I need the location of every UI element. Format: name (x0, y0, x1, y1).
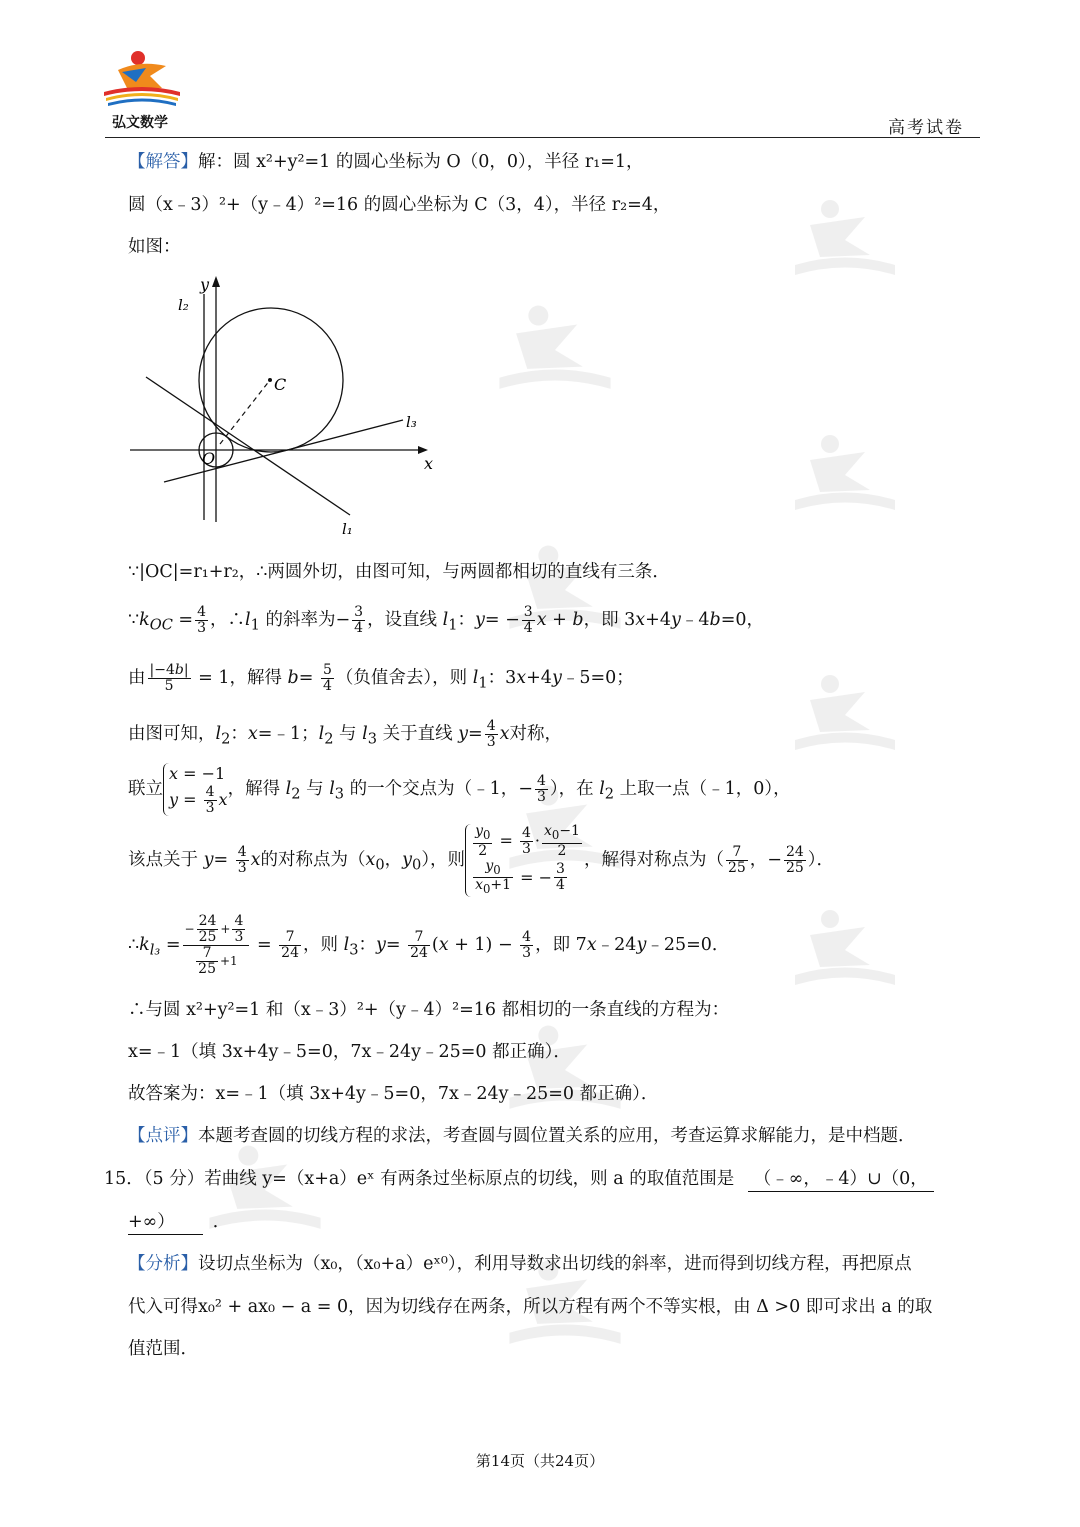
answer-blank-1: （﹣∞，﹣4）∪（0， (748, 1167, 934, 1192)
watermark-logo (490, 300, 620, 400)
brand-name: 弘文数学 (112, 115, 168, 131)
comment-text: 本题考查圆的切线方程的求法，考查圆与圆位置关系的应用，考查运算求解能力，是中档题． (198, 1126, 916, 1146)
page-footer: 第14页（共24页） (475, 1452, 605, 1470)
solution-tag: 【解答】 (128, 152, 198, 172)
watermark-logo (790, 670, 900, 760)
segment-oc (220, 380, 270, 444)
analysis-tag: 【分析】 (128, 1254, 198, 1274)
solution-text-1: 解：圆 x²+y²=1 的圆心坐标为 O（0，0），半径 r₁=1， (198, 152, 644, 172)
analysis-line-1 (128, 1252, 912, 1276)
solution-line-2: 圆（x﹣3）²+（y﹣4）²=16 的圆心坐标为 C（3，4），半径 r₂=4， (128, 195, 671, 215)
solution-line-k3: $\therefore k_{l_3}$ = − $\frac{24}{25}$ + $\frac{4}{3}$ $\frac{7}{25}$ +1 = $\frac{7}{24}$ ，则 $l_3$：y= $\frac{7}{24}$ (x + 1) − $\frac{4}{3}$ ，即 7x﹣24y﹣25=0． (128, 913, 730, 977)
y-axis-arrow (212, 276, 220, 287)
solution-line-12: ∴与圆 x²+y²=1 和（x﹣3）²+（y﹣4）²=16 都相切的一条直线的方程为： (128, 1000, 730, 1020)
solution-line-3: 如图： (128, 237, 181, 257)
question-15 (104, 1167, 934, 1192)
comment-line (128, 1124, 916, 1148)
solution-line-l2l3: 由图可知，$l_2$：x=﹣1；$l_2$ 与 $l_3$ 关于直线 y= $\frac{4}{3}$ x对称， (128, 718, 562, 750)
analysis-line-2: 代入可得x₀² + ax₀ − a = 0，因为切线存在两条，所以方程有两个不等实根，由 Δ >0 即可求出 a 的取 (128, 1297, 933, 1317)
line-l1 (146, 377, 350, 515)
geometry-figure (128, 272, 448, 542)
analysis-line-3: 值范围． (128, 1339, 198, 1359)
solution-line-13: x=﹣1（填 3x+4y﹣5=0，7x﹣24y﹣25=0 都正确）． (128, 1042, 571, 1062)
comment-tag: 【点评】 (128, 1126, 198, 1146)
solution-line-b: 由 $\frac{|-4b|}{5}$ = 1，解得 b= $\frac{5}{4}$ （负值舍去），则 $l_1$：3x+4y﹣5=0； (128, 662, 634, 694)
question-text: 若曲线 y=（x+a）eˣ 有两条过坐标原点的切线，则 a 的取值范围是 (204, 1169, 735, 1189)
x-axis-arrow (418, 446, 428, 454)
solution-line-system: 联立x = −1 y = $\frac{4}{3}$ x，解得 $l_2$ 与 $l_3$ 的一个交点为（﹣1，− $\frac{4}{3}$ ），在 $l_2$ 上取一点（﹣1，0）， (128, 764, 791, 816)
solution-line-4: ∵|OC|=r₁+r₂，∴两圆外切，由图可知，与两圆都相切的直线有三条． (128, 562, 670, 582)
point-c (268, 378, 272, 382)
question-number: 15． (104, 1169, 144, 1189)
label-o: O (202, 449, 216, 468)
solution-line-14: 故答案为：x=﹣1（填 3x+4y﹣5=0，7x﹣24y﹣25=0 都正确）． (128, 1084, 659, 1104)
label-l1: l₁ (342, 520, 353, 538)
question-15-cont (128, 1210, 230, 1235)
watermark-logo (790, 195, 900, 285)
question-score: （5 分） (143, 1169, 205, 1189)
question-end: ． (212, 1212, 231, 1232)
watermark-logo (790, 430, 900, 520)
answer-blank-2: +∞） (128, 1210, 203, 1235)
label-l3: l₃ (406, 413, 417, 431)
solution-line-symmetric: 该点关于 y= $\frac{4}{3}$ x的对称点为（$x_0$，$y_0$），则 $\frac{y_0}{2}$ = $\frac{4}{3}$ · $\frac{x_0-1}{2}$ $\frac{y_0}{x_0+1}$ = − $\frac{3}{4}$ ，解得对称点为（ $\frac{7}{25}$ ，− $\frac{24}{25}$ ）． (128, 822, 835, 897)
label-y: y (200, 275, 210, 294)
watermark-logo (790, 905, 900, 995)
line-l3 (164, 420, 403, 482)
label-x: x (424, 454, 434, 473)
label-c: C (274, 375, 287, 394)
label-l2: l₂ (178, 296, 189, 314)
brand-logo (100, 48, 184, 110)
solution-line-slope: $\because k_{OC}$ = $\frac{4}{3}$ ，$\therefore l_1$ 的斜率为− $\frac{3}{4}$ ，设直线 $l_1$：y= − $\frac{3}{4}$ x + b，即 3x+4y﹣4b=0， (128, 604, 765, 636)
header-rule (105, 137, 980, 138)
solution-line-1 (128, 150, 644, 174)
header-title: 高考试卷 (888, 118, 964, 138)
analysis-text-1: 设切点坐标为（x₀，（x₀+a）eˣ⁰），利用导数求出切线的斜率，进而得到切线方程，再把原点 (198, 1254, 912, 1274)
